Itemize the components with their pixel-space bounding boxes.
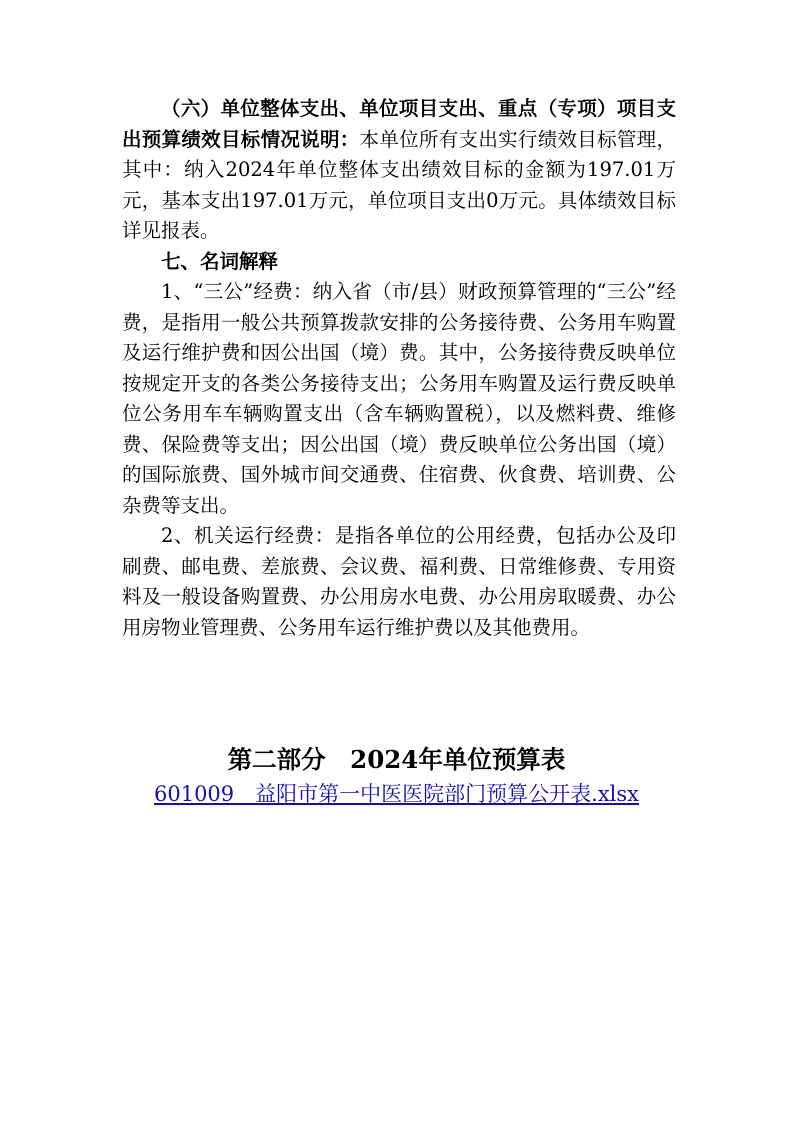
term-sangong-paragraph: 1、“三公”经费：纳入省（市/县）财政预算管理的“三公”经费，是指用一般公共预算拨款安排的公务接待费、公务用车购置及运行维护费和因公出国（境）费。其中，公务接待费反映单位按规定开支的各类公务接待支出；公务用车购置及运行费反映单位公务用车车辆购置支出（含车辆购置税），以及燃料费、维修费、保险费等支出；因公出国（境）费反映单位公务出国（境）的国际旅费、国外城市间交通费、住宿费、伙食费、培训费、公杂费等支出。 [122,280,676,517]
section-seven-heading-line [122,247,676,278]
section-six-heading: （六）单位整体支出、单位项目支出、重点（专项）项目支出预算绩效目标情况说明： [122,97,676,151]
part-two-title: 第二部分 2024年单位预算表 [227,745,566,774]
budget-table-file-link[interactable]: 601009 益阳市第一中医医院部门预算公开表.xlsx [153,782,640,806]
section-seven-heading: 七、名词解释 [161,249,279,273]
term-operating-cost-paragraph: 2、机关运行经费：是指各单位的公用经费，包括办公及印刷费、邮电费、差旅费、会议费、福利费、日常维修费、专用资料及一般设备购置费、办公用房水电费、办公用房取暖费、办公用房物业管理费、公务用车运行维护费以及其他费用。 [122,524,676,639]
section-six-paragraph [122,94,676,247]
document-body [122,94,676,643]
section-six-body: 本单位所有支出实行绩效目标管理，其中：纳入2024年单位整体支出绩效目标的金额为197.01万元，基本支出197.01万元，单位项目支出0万元。具体绩效目标详见报表。 [122,127,676,242]
